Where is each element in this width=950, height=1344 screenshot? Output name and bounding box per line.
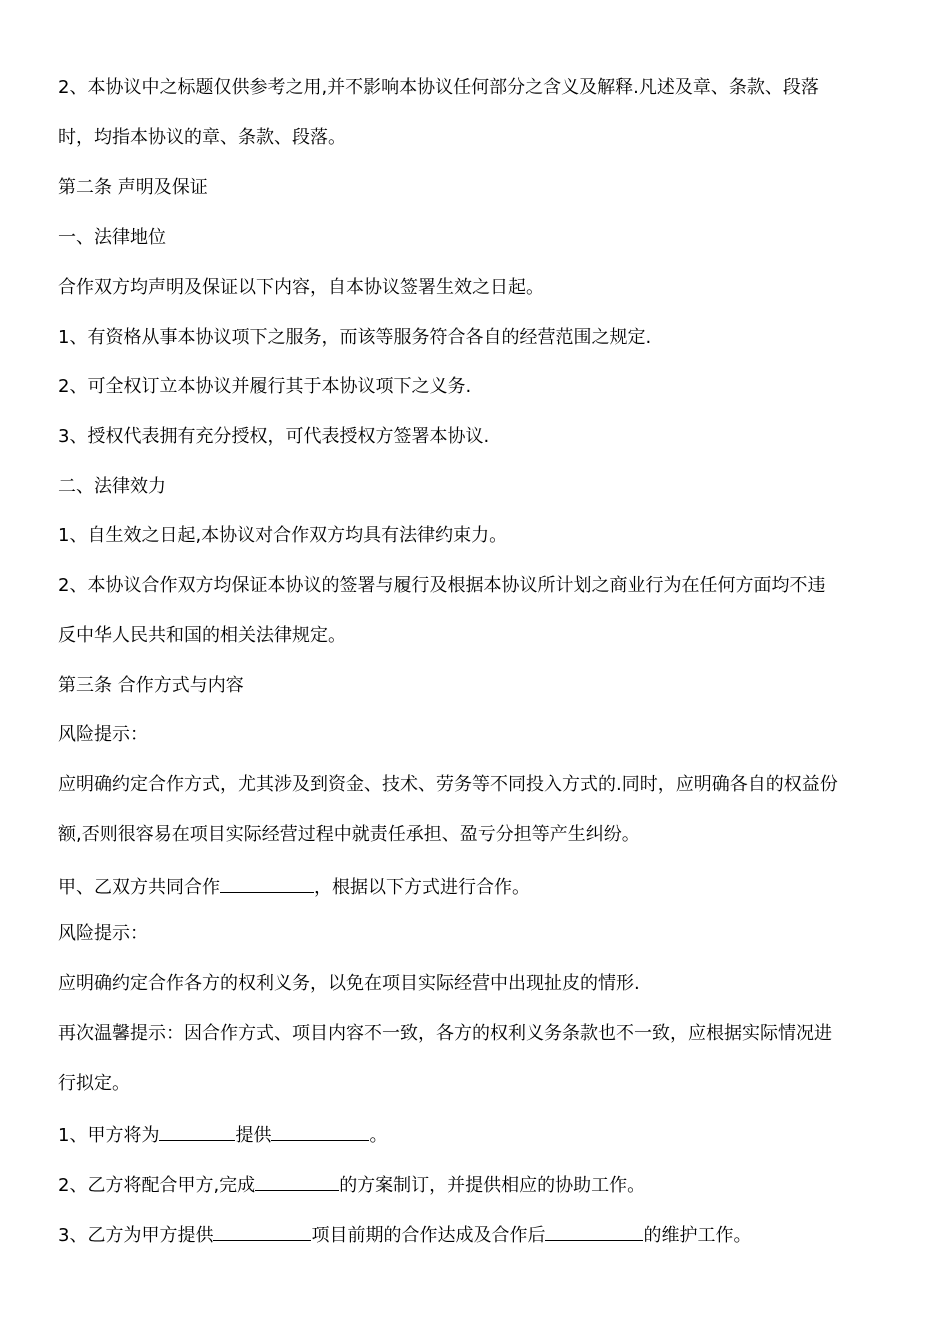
text-segment: 的方案制订，并提供相应的协助工作。 — [339, 1175, 646, 1196]
text-segment: ，根据以下方式进行合作。 — [314, 877, 530, 898]
text-segment: 。 — [369, 1125, 388, 1146]
fill-in-line — [58, 1220, 898, 1249]
list-item: 1、有资格从事本协议项下之服务，而该等服务符合各自的经营范围之规定. — [58, 327, 652, 348]
text-segment: 的维护工作。 — [643, 1225, 752, 1246]
paragraph-line: 反中华人民共和国的相关法律规定。 — [58, 625, 346, 646]
fill-in-line — [58, 872, 898, 901]
fill-in-blank[interactable] — [255, 1170, 339, 1191]
fill-in-line — [58, 1120, 898, 1149]
list-item: 1、自生效之日起,本协议对合作双方均具有法律约束力。 — [58, 525, 508, 546]
text-segment: 甲、乙双方共同合作 — [58, 877, 220, 898]
risk-note-label: 风险提示： — [58, 923, 148, 944]
section-heading: 第三条 合作方式与内容 — [58, 675, 244, 696]
paragraph-line: 额,否则很容易在项目实际经营过程中就责任承担、盈亏分担等产生纠纷。 — [58, 824, 640, 845]
fill-in-blank[interactable] — [220, 872, 314, 893]
risk-note-label: 风险提示： — [58, 724, 148, 745]
paragraph-line: 行拟定。 — [58, 1073, 130, 1094]
fill-in-line — [58, 1170, 898, 1199]
paragraph-line: 合作双方均声明及保证以下内容，自本协议签署生效之日起。 — [58, 277, 544, 298]
paragraph-line: 时，均指本协议的章、条款、段落。 — [58, 127, 346, 148]
text-segment: 3、乙方为甲方提供 — [58, 1225, 214, 1246]
text-segment: 2、乙方将配合甲方,完成 — [58, 1175, 256, 1196]
paragraph-line: 应明确约定合作各方的权利义务，以免在项目实际经营中出现扯皮的情形. — [58, 973, 640, 994]
fill-in-blank[interactable] — [271, 1120, 369, 1141]
text-segment: 项目前期的合作达成及合作后 — [311, 1225, 546, 1246]
fill-in-blank[interactable] — [545, 1220, 643, 1241]
paragraph-line: 2、本协议中之标题仅供参考之用,并不影响本协议任何部分之含义及解释.凡述及章、条款、段落 — [58, 77, 819, 98]
subsection-heading: 二、法律效力 — [58, 476, 166, 497]
list-item: 3、授权代表拥有充分授权，可代表授权方签署本协议. — [58, 426, 490, 447]
list-item: 2、可全权订立本协议并履行其于本协议项下之义务. — [58, 376, 472, 397]
paragraph-line: 再次温馨提示：因合作方式、项目内容不一致，各方的权利义务条款也不一致，应根据实际情况进 — [58, 1023, 832, 1044]
subsection-heading: 一、法律地位 — [58, 227, 166, 248]
fill-in-blank[interactable] — [159, 1120, 235, 1141]
text-segment: 1、甲方将为 — [58, 1125, 160, 1146]
list-item: 2、本协议合作双方均保证本协议的签署与履行及根据本协议所计划之商业行为在任何方面均不违 — [58, 575, 826, 596]
paragraph-line: 应明确约定合作方式，尤其涉及到资金、技术、劳务等不同投入方式的.同时，应明确各自的权益份 — [58, 774, 838, 795]
section-heading: 第二条 声明及保证 — [58, 177, 208, 198]
text-segment: 提供 — [235, 1125, 272, 1146]
fill-in-blank[interactable] — [213, 1220, 311, 1241]
